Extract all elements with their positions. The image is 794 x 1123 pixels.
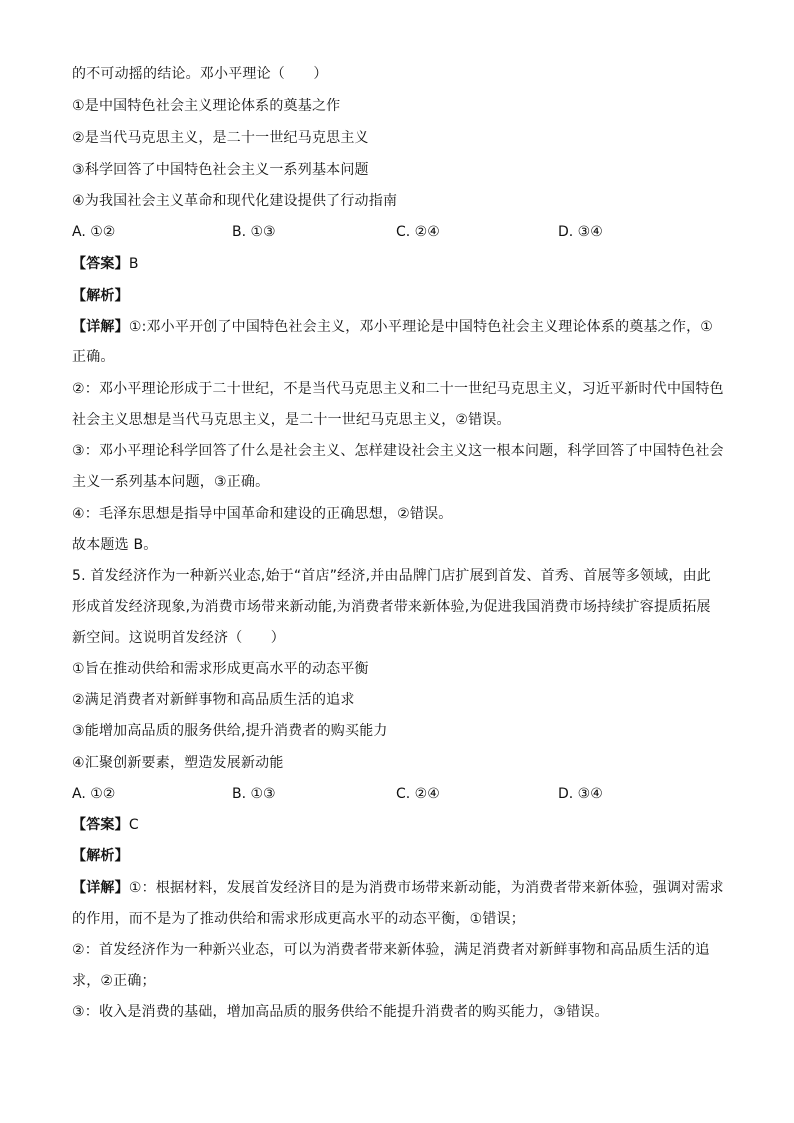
- q4-statement-3: ③科学回答了中国特色社会主义一系列基本问题: [72, 162, 369, 178]
- q5-analysis-tag: 【解析】: [72, 848, 129, 864]
- q4-statement-2: ②是当代马克思主义，是二十一世纪马克思主义: [72, 130, 369, 146]
- q4-answer: [72, 254, 139, 274]
- q5-option-c: C. ②④: [396, 786, 440, 802]
- q4-statement-4: ④为我国社会主义革命和现代化建设提供了行动指南: [72, 193, 398, 209]
- q4-detail-line-6: 主义一系列基本问题，③正确。: [72, 474, 270, 490]
- q4-answer-tag: 【答案】: [72, 256, 129, 272]
- q5-statement-4: ④汇聚创新要素，塑造发展新动能: [72, 755, 284, 771]
- q4-options: [72, 222, 732, 242]
- q4-detail-line-1: [72, 317, 713, 337]
- q5-detail-line-5: ③：收入是消费的基础，增加高品质的服务供给不能提升消费者的购买能力，③错误。: [72, 1004, 609, 1020]
- q4-detail-line-3: ②：邓小平理论形成于二十世纪，不是当代马克思主义和二十一世纪马克思主义，习近平新时代中国特色: [72, 381, 724, 397]
- q4-detail-tag: 【详解】: [72, 319, 129, 335]
- q5-stem-line-3: 新空间。这说明首发经济（ ）: [72, 630, 285, 646]
- q5-answer-value: C: [128, 817, 139, 833]
- q5-options: [72, 784, 732, 804]
- q5-option-b: B. ①③: [232, 786, 276, 802]
- q4-detail-text-1: ①:邓小平开创了中国特色社会主义，邓小平理论是中国特色社会主义理论体系的奠基之作，①: [128, 319, 714, 335]
- q4-statement-1: ①是中国特色社会主义理论体系的奠基之作: [72, 98, 341, 114]
- q4-detail-line-4: 社会主义思想是当代马克思主义，是二十一世纪马克思主义，②错误。: [72, 412, 511, 428]
- q4-detail-line-5: ③：邓小平理论科学回答了什么是社会主义、怎样建设社会主义这一根本问题，科学回答了中国特色社会: [72, 443, 724, 459]
- q4-option-d: D. ③④: [558, 224, 603, 240]
- q5-detail-text-1: ①：根据材料，发展首发经济目的是为消费市场带来新动能，为消费者带来新体验，强调对需求: [128, 880, 724, 896]
- q5-detail-line-2: 的作用，而不是为了推动供给和需求形成更高水平的动态平衡，①错误；: [72, 911, 525, 927]
- q4-analysis-tag: 【解析】: [72, 288, 129, 304]
- q4-detail-line-8: 故本题选 B。: [72, 537, 158, 553]
- q5-stem-line-2: 形成首发经济现象,为消费市场带来新动能,为消费者带来新体验,为促进我国消费市场持续扩容提质拓展: [72, 599, 711, 615]
- q5-answer: [72, 815, 139, 835]
- q5-answer-tag: 【答案】: [72, 817, 129, 833]
- q5-statement-3: ③能增加高品质的服务供给,提升消费者的购买能力: [72, 723, 388, 739]
- q5-detail-line-4: 求，②正确；: [72, 973, 156, 989]
- q4-answer-value: B: [128, 256, 139, 272]
- q4-stem-tail: 的不可动摇的结论。邓小平理论（ ）: [72, 66, 328, 82]
- q5-detail-line-3: ②：首发经济作为一种新兴业态，可以为消费者带来新体验，满足消费者对新鲜事物和高品质生活的追: [72, 942, 710, 958]
- q4-option-b: B. ①③: [232, 224, 276, 240]
- q4-detail-line-7: ④：毛泽东思想是指导中国革命和建设的正确思想，②错误。: [72, 506, 453, 522]
- q4-option-a: A. ①②: [72, 224, 116, 240]
- q4-detail-line-2: 正确。: [72, 349, 115, 365]
- q5-option-a: A. ①②: [72, 786, 116, 802]
- q5-statement-2: ②满足消费者对新鲜事物和高品质生活的追求: [72, 692, 355, 708]
- q5-detail-tag: 【详解】: [72, 880, 129, 896]
- q5-stem-line-1: 5. 首发经济作为一种新兴业态,始于“首店”经济,并由品牌门店扩展到首发、首秀、首展等多领域，由此: [72, 568, 712, 584]
- q5-statement-1: ①旨在推动供给和需求形成更高水平的动态平衡: [72, 661, 369, 677]
- q5-detail-line-1: [72, 878, 724, 898]
- q4-option-c: C. ②④: [396, 224, 440, 240]
- q5-option-d: D. ③④: [558, 786, 603, 802]
